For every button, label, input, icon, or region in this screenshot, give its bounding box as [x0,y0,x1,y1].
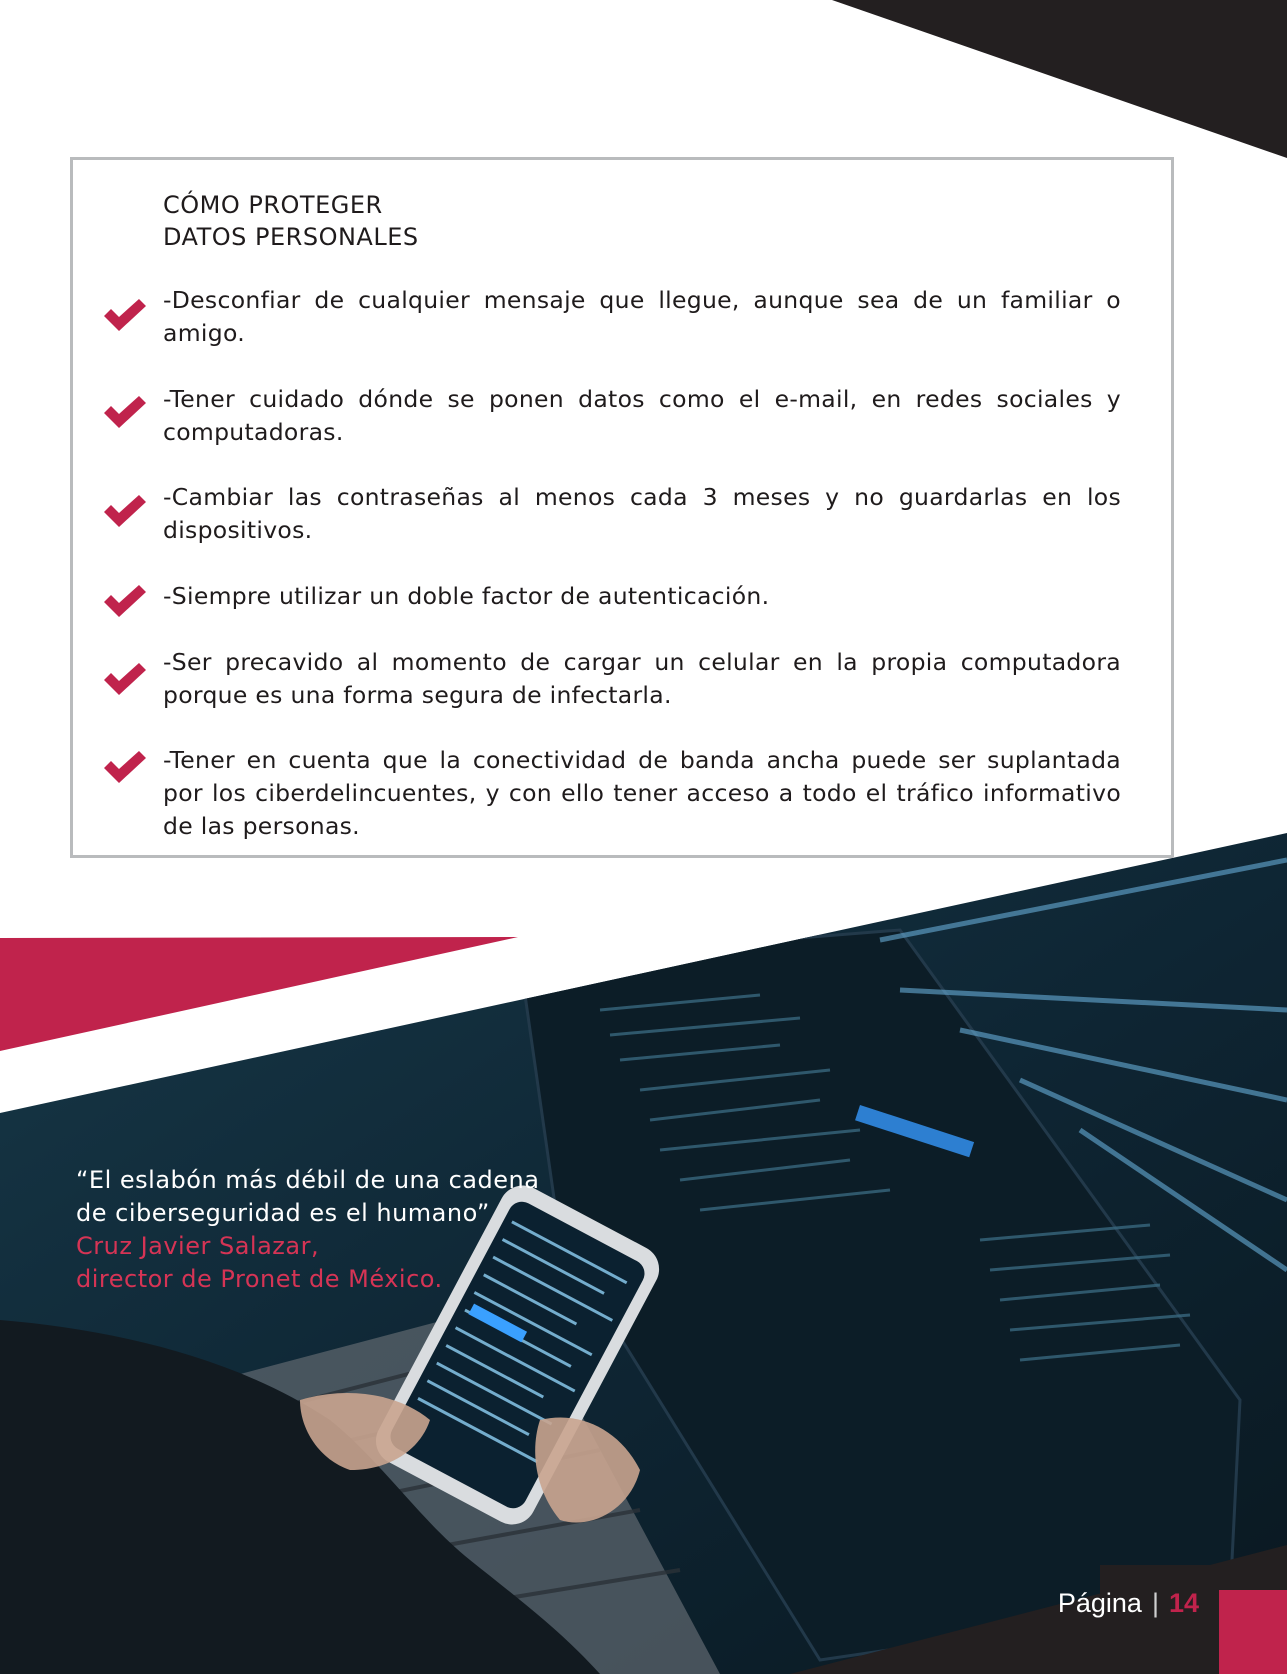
quote-author-line-1: Cruz Javier Salazar, [76,1232,320,1260]
page-number: 14 [1168,1588,1199,1618]
page-separator: | [1151,1588,1159,1618]
tip-item [163,383,1121,449]
checkmark-icon [102,296,148,334]
page-label-text: Página [1057,1588,1142,1618]
section-title [163,189,419,253]
page-number-label [1058,1588,1199,1619]
section-title-line-1: CÓMO PROTEGER [163,191,383,219]
section-title-line-2: DATOS PERSONALES [163,223,419,251]
tip-item [163,580,1121,613]
pull-quote [76,1164,636,1296]
tip-item [163,744,1121,843]
quote-line-1: “El eslabón más débil de una cadena [76,1166,540,1194]
checkmark-icon [102,748,148,786]
tip-item [163,481,1121,547]
checkmark-icon [102,492,148,530]
checkmark-icon [102,660,148,698]
tip-item [163,646,1121,712]
checkmark-icon [102,582,148,620]
quote-line-2: de ciberseguridad es el humano” [76,1199,490,1227]
tip-text: -Desconfiar de cualquier mensaje que llegue, aunque sea de un familiar o amigo. [163,286,1121,347]
tip-text: -Tener en cuenta que la conectividad de banda ancha puede ser suplantada por los ciberdelincuentes, y con ello tener acceso a todo el tráfico informativo de las personas. [163,746,1121,840]
page-accent-block [1219,1590,1287,1674]
tip-item [163,284,1121,350]
tip-text: -Cambiar las contraseñas al menos cada 3 meses y no guardarlas en los dispositivos. [163,483,1121,544]
top-right-dark-triangle [832,0,1287,158]
tip-text: -Tener cuidado dónde se ponen datos como el e-mail, en redes sociales y computadoras. [163,385,1121,446]
tip-text: -Siempre utilizar un doble factor de autenticación. [163,582,770,610]
tip-text: -Ser precavido al momento de cargar un celular en la propia computadora porque es una forma segura de infectarla. [163,648,1121,709]
quote-author-line-2: director de Pronet de México. [76,1265,443,1293]
checkmark-icon [102,393,148,431]
